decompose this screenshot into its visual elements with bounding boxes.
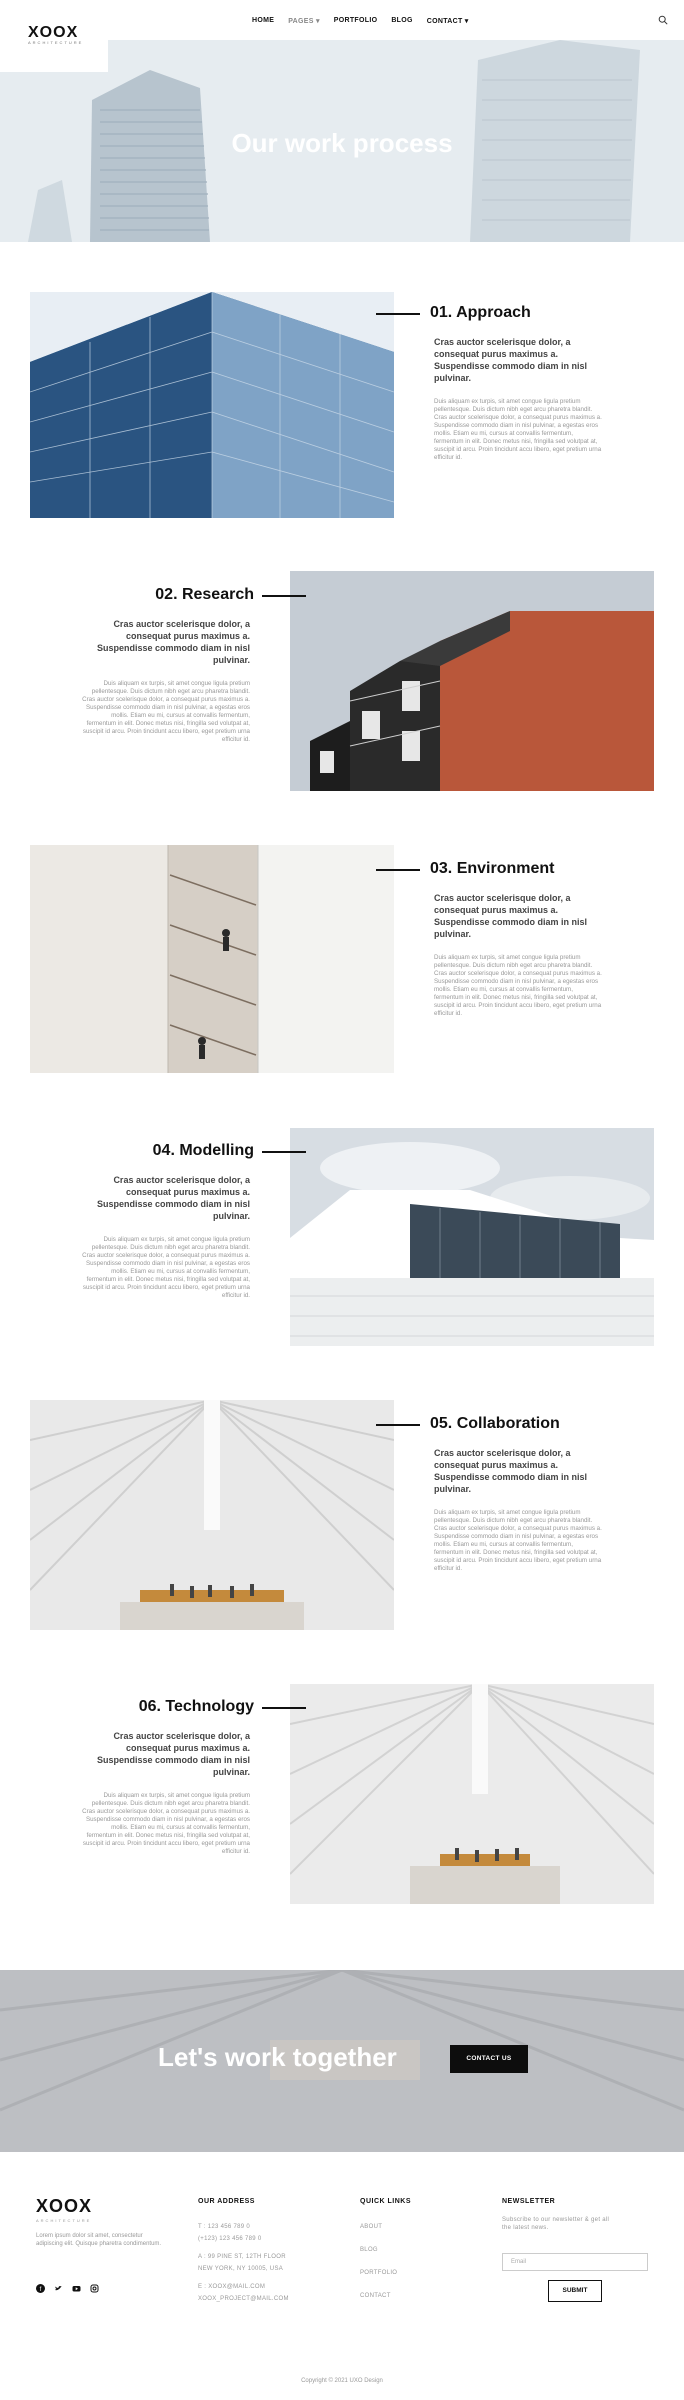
nav-contact[interactable] [427,17,469,25]
section-divider [376,313,420,315]
section-lead: Cras auctor scelerisque dolor, a consequat purus maximus a. Suspendisse commodo diam in nisl pulvinar. [434,1448,588,1494]
section-image-technology [290,1684,654,1904]
quick-links-heading: QUICK LINKS [360,2198,411,2205]
section-body: Duis aliquam ex turpis, sit amet congue ligula pretium pellentesque. Duis dictum nibh eget arcu pharetra blandit. Cras auctor scelerisque dolor, a consequat purus maximus a. Suspendisse commodo diam in nisl pulvinar, a egestas eros mollis. Etiam eu mi, cursus at convallis fermentum, fermentum in elit. Donec metus nisi, fringilla sed volutpat at, suscipit id arcu. Proin tincidunt accu libero, eget pretium urna efficitur id. [82,1236,250,1299]
main-nav [252,17,483,25]
footer-tagline: ARCHITECTURE [36,2218,92,2223]
section-title: 01. Approach [430,304,531,321]
search-icon[interactable] [658,15,668,25]
youtube-icon[interactable] [72,2284,81,2293]
section-title: 04. Modelling [152,1142,254,1159]
logo-text: XOOX [28,24,79,41]
newsletter-text: Subscribe to our newsletter & get all the latest news. [502,2217,610,2231]
nav-home[interactable]: HOME [252,17,275,24]
section-body: Duis aliquam ex turpis, sit amet congue ligula pretium pellentesque. Duis dictum nibh eget arcu pharetra blandit. Cras auctor scelerisque dolor, a consequat purus maximus a. Suspendisse commodo diam in nisl pulvinar, a egestas eros mollis. Etiam eu mi, cursus at convallis fermentum, fermentum in elit. Donec metus nisi, fringilla sed volutpat at, suscipit id arcu. Proin tincidunt accu libero, eget pretium urna efficitur id. [82,1792,250,1855]
twitter-icon[interactable] [54,2284,63,2293]
section-title: 03. Environment [430,860,555,877]
section-title: 05. Collaboration [430,1415,560,1432]
section-lead: Cras auctor scelerisque dolor, a consequat purus maximus a. Suspendisse commodo diam in nisl pulvinar. [96,619,250,665]
footer-link-contact[interactable]: CONTACT [360,2293,391,2299]
section-divider [262,1151,306,1153]
section-title: 06. Technology [138,1698,254,1715]
section-image-environment [30,845,394,1073]
page-title: Our work process [231,128,453,158]
nav-pages[interactable] [288,17,320,25]
footer-link-about[interactable]: ABOUT [360,2224,383,2230]
section-body: Duis aliquam ex turpis, sit amet congue ligula pretium pellentesque. Duis dictum nibh eget arcu pharetra blandit. Cras auctor scelerisque dolor, a consequat purus maximus a. Suspendisse commodo diam in nisl pulvinar, a egestas eros mollis. Etiam eu mi, cursus at convallis fermentum, fermentum in elit. Donec metus nisi, fringilla sed volutpat at, suscipit id arcu. Proin tincidunt accu libero, eget pretium urna efficitur id. [434,954,602,1017]
section-divider [376,1424,420,1426]
newsletter-heading: NEWSLETTER [502,2198,556,2205]
section-lead: Cras auctor scelerisque dolor, a consequat purus maximus a. Suspendisse commodo diam in nisl pulvinar. [96,1731,250,1777]
facebook-icon[interactable] [36,2284,45,2293]
svg-text:f: f [39,2287,42,2293]
section-image-approach [30,292,394,518]
footer-logo[interactable]: XOOX [36,2196,93,2216]
address-phone-alt: (+123) 123 456 789 0 [198,2236,262,2242]
newsletter-submit-button[interactable]: SUBMIT [548,2280,602,2302]
address-phone: T : 123 456 789 0 [198,2224,251,2230]
section-lead: Cras auctor scelerisque dolor, a consequat purus maximus a. Suspendisse commodo diam in nisl pulvinar. [434,893,588,939]
section-body: Duis aliquam ex turpis, sit amet congue ligula pretium pellentesque. Duis dictum nibh eget arcu pharetra blandit. Cras auctor scelerisque dolor, a consequat purus maximus a. Suspendisse commodo diam in nisl pulvinar, a egestas eros mollis. Etiam eu mi, cursus at convallis fermentum, fermentum in elit. Donec metus nisi, fringilla sed volutpat at, suscipit id arcu. Proin tincidunt accu libero, eget pretium urna efficitur id. [434,398,602,461]
section-divider [262,1707,306,1709]
section-image-modelling [290,1128,654,1346]
section-lead: Cras auctor scelerisque dolor, a consequat purus maximus a. Suspendisse commodo diam in nisl pulvinar. [434,337,588,383]
logo[interactable] [0,0,108,72]
nav-blog[interactable]: BLOG [391,17,413,24]
newsletter-email-input[interactable]: Email [502,2253,648,2271]
section-body: Duis aliquam ex turpis, sit amet congue ligula pretium pellentesque. Duis dictum nibh eget arcu pharetra blandit. Cras auctor scelerisque dolor, a consequat purus maximus a. Suspendisse commodo diam in nisl pulvinar, a egestas eros mollis. Etiam eu mi, cursus at convallis fermentum, fermentum in elit. Donec metus nisi, fringilla sed volutpat at, suscipit id arcu. Proin tincidunt accu libero, eget pretium urna efficitur id. [82,680,250,743]
nav-pages-label: PAGES [288,18,314,25]
address-email-alt[interactable]: XOOX_PROJECT@MAIL.COM [198,2296,289,2302]
footer-link-blog[interactable]: BLOG [360,2247,378,2253]
section-divider [376,869,420,871]
address-heading: OUR ADDRESS [198,2198,255,2205]
logo-tagline: ARCHITECTURE [28,40,84,45]
section-divider [262,595,306,597]
section-title: 02. Research [155,586,254,603]
address-city: NEW YORK, NY 10005, USA [198,2266,284,2272]
nav-portfolio[interactable]: PORTFOLIO [333,17,378,24]
footer-link-portfolio[interactable]: PORTFOLIO [360,2270,398,2276]
section-body: Duis aliquam ex turpis, sit amet congue ligula pretium pellentesque. Duis dictum nibh eget arcu pharetra blandit. Cras auctor scelerisque dolor, a consequat purus maximus a. Suspendisse commodo diam in nisl pulvinar, a egestas eros mollis. Etiam eu mi, cursus at convallis fermentum, fermentum in elit. Donec metus nisi, fringilla sed volutpat at, suscipit id arcu. Proin tincidunt accu libero, eget pretium urna efficitur id. [434,1509,602,1572]
address-email[interactable]: E : XOOX@MAIL.COM [198,2284,266,2290]
instagram-icon[interactable] [90,2284,99,2293]
chevron-down-icon: ▾ [464,18,469,25]
nav-contact-label: CONTACT [426,18,463,25]
site-footer [0,2152,684,2400]
contact-us-button[interactable]: CONTACT US [450,2045,528,2073]
chevron-down-icon: ▾ [315,18,320,25]
cta-banner [0,1970,684,2152]
section-image-research [290,571,654,791]
cta-title: Let's work together [158,2042,397,2072]
footer-description: Lorem ipsum dolor sit amet, consectetur adipiscing elit. Quisque pharetra condimentum. [36,2233,162,2247]
copyright: Copyright © 2021 UXO Design [301,2378,383,2384]
section-image-collaboration [30,1400,394,1630]
section-lead: Cras auctor scelerisque dolor, a consequat purus maximus a. Suspendisse commodo diam in nisl pulvinar. [96,1175,250,1221]
address-street: A : 99 PINE ST, 12TH FLOOR [198,2254,286,2260]
